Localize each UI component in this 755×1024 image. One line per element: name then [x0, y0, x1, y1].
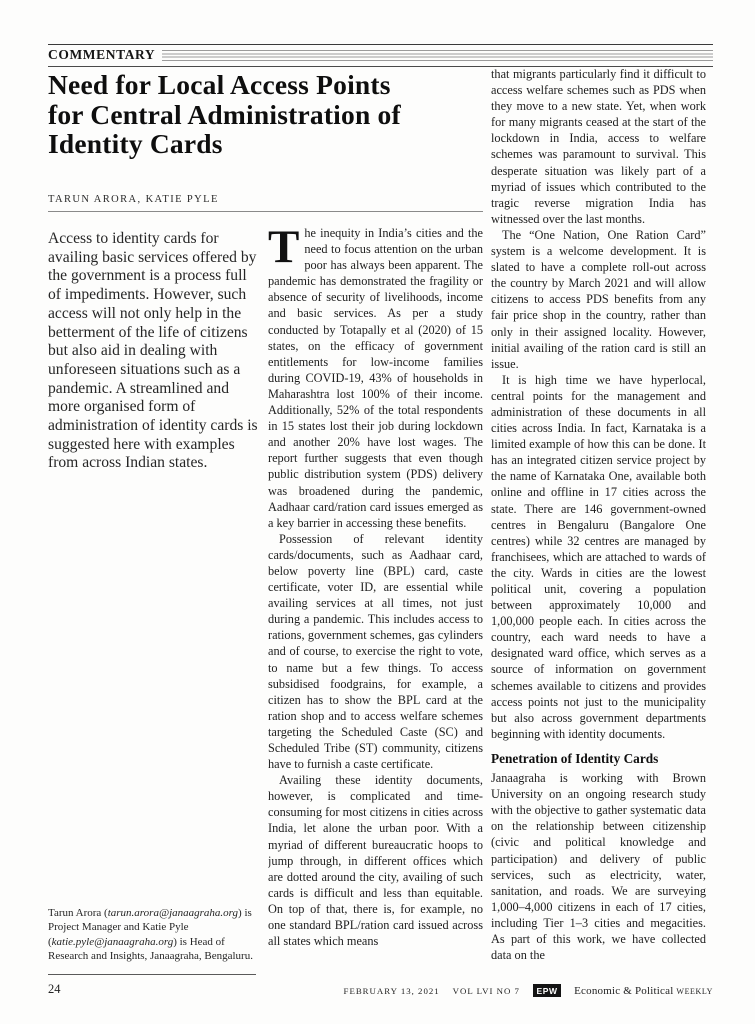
section-header-rules	[162, 50, 713, 61]
drop-cap: T	[268, 225, 300, 273]
footer-volume: VOL LVI NO 7	[452, 985, 520, 996]
author-email: katie.pyle@janaagraha.org	[51, 935, 174, 948]
article-title-line: Need for Local Access Points	[48, 69, 391, 100]
paragraph: It is high time we have hyperlocal, central points for the management and administration of these documents in all cities across India. In fact, Karnataka is a limited example of how this can be done. It has an integrated citizen service project by the name of Karnataka One, available both online and offline in 17 cities across the state. There are 146 government-owned centres in Bengaluru (Bangalore One centres) while 32 centres are managed by franchisees, which are attached to wards of the city. Wards in cities are the lowest political unit, covering a population between approximately 10,000 and 1,00,000 people each. In cities across the country, each ward needs to have a designated ward office, which serves as a source of information on government schemes available to citizens and provides access points not just to the municipality but also across government departments beginning with identity documents.	[491, 372, 706, 741]
paragraph: Janaagraha is working with Brown University on an ongoing research study with the objective to gather systematic data on the relationship between citizenship (civic and political knowledge and participation) and delivery of public services, such as electricity, water, sanitation, and roads. We are surveying 1,000–4,000 citizens in each of 17 cities, including Tier 1–3 cities and megacities. As part of this work, we have collected data on the	[491, 771, 706, 963]
article-title-line: for Central Administration of	[48, 98, 401, 130]
bio-divider-rule	[48, 974, 256, 975]
bio-text: ) is Head of Research and Insights, Janaagraha, Bengaluru.	[48, 935, 253, 963]
paragraph: The “One Nation, One Ration Card” system is a welcome development. It is slated to have a complete roll-out across the country by March 2021 and will allow citizens to access PDS benefits from any fair price shop in the country, rather than only in their assigned locality. However, initial availing of the ration card is still an issue.	[491, 227, 706, 371]
author-bio	[48, 906, 262, 964]
footer	[344, 984, 713, 997]
paragraph	[268, 225, 483, 531]
journal-name	[574, 985, 713, 997]
footer-date: FEBRUARY 13, 2021	[343, 985, 440, 996]
paragraph: that migrants particularly find it difficult to access welfare schemes such as PDS when they move to a new state. Yet, when work for many migrants ceased at the start of the lockdown in India, access to welfare schemes was paramount to survival. This desperate situation was likely part of a myriad of issues which contributed to the tragic reverse migration India has witnessed over the last months.	[491, 67, 706, 226]
paragraph: Possession of relevant identity cards/documents, such as Aadhaar card, below poverty line (BPL) card, caste certificate, voter ID, are essential while availing services at all times, not just during a pandemic. This includes access to rations, government schemes, gas cylinders and of course, to exercise the right to vote, to name but a few things. To access subsidised foodgrains, for example, a citizen has to show the BPL card at the ration shop and to access welfare schemes targeting the Scheduled Caste (SC) and Scheduled Tribe (ST) community, citizens have to furnish a caste certificate.	[268, 531, 483, 772]
author-names: TARUN ARORA, KATIE PYLE	[48, 194, 219, 205]
bio-text: Tarun Arora (	[48, 907, 108, 919]
journal-name-text: Economic & Political	[574, 984, 674, 997]
body-column-right	[491, 66, 706, 978]
body-column-middle	[268, 225, 483, 973]
bio-text: ) is Project Manager and Katie Pyle (	[48, 907, 252, 948]
paragraph-text: he inequity in India’s cities and the need to focus attention on the urban poor has always been apparent. The pandemic has demonstrated the fragility or absence of security of livelihoods, income and basic services. As per a study conducted by Totapally et al (2020) of 15 states, on the efficacy of government entitlements for low-income families during COVID-19, 43% of households in Maharashtra lost 100% of their income. Additionally, 52% of the total respondents in 15 states lost their job during lockdown and another 20% have lost wages. The report further suggests that even though public distribution system (PDS) delivery was broadened during the pandemic, Aadhaar card/ration card issues emerged as a key barrier in accessing these benefits.	[268, 226, 483, 530]
section-heading: Penetration of Identity Cards	[491, 750, 659, 766]
article-abstract: Access to identity cards for availing basic services offered by the government is a process full of impediments. However, such access will not only help in the betterment of the life of citizens but also aid in dealing with unforeseen situations such as a pandemic. A streamlined and more organised form of administration of identity cards is suggested here with examples from across Indian states.	[48, 230, 258, 472]
author-email: tarun.arora@janaagraha.org	[107, 907, 239, 919]
authors-divider-rule	[48, 211, 483, 212]
article-title	[48, 70, 498, 159]
article-title-line: Identity Cards	[48, 128, 223, 159]
paragraph: Availing these identity documents, however, is complicated and time-consuming for most citizens in cities across India, let alone the urban poor. With a myriad of different bureaucratic hoops to jump through, in different offices which are dotted around the city, availing of such cards is difficult and less than equitable. On top of that, there is, for example, no one standard BPL/ration card issued across all states which means	[268, 773, 483, 949]
journal-name-suffix: weekly	[676, 984, 713, 997]
page-number: 24	[48, 982, 61, 996]
section-header	[48, 44, 713, 67]
epw-logo: EPW	[533, 984, 561, 997]
section-label: COMMENTARY	[48, 47, 156, 62]
